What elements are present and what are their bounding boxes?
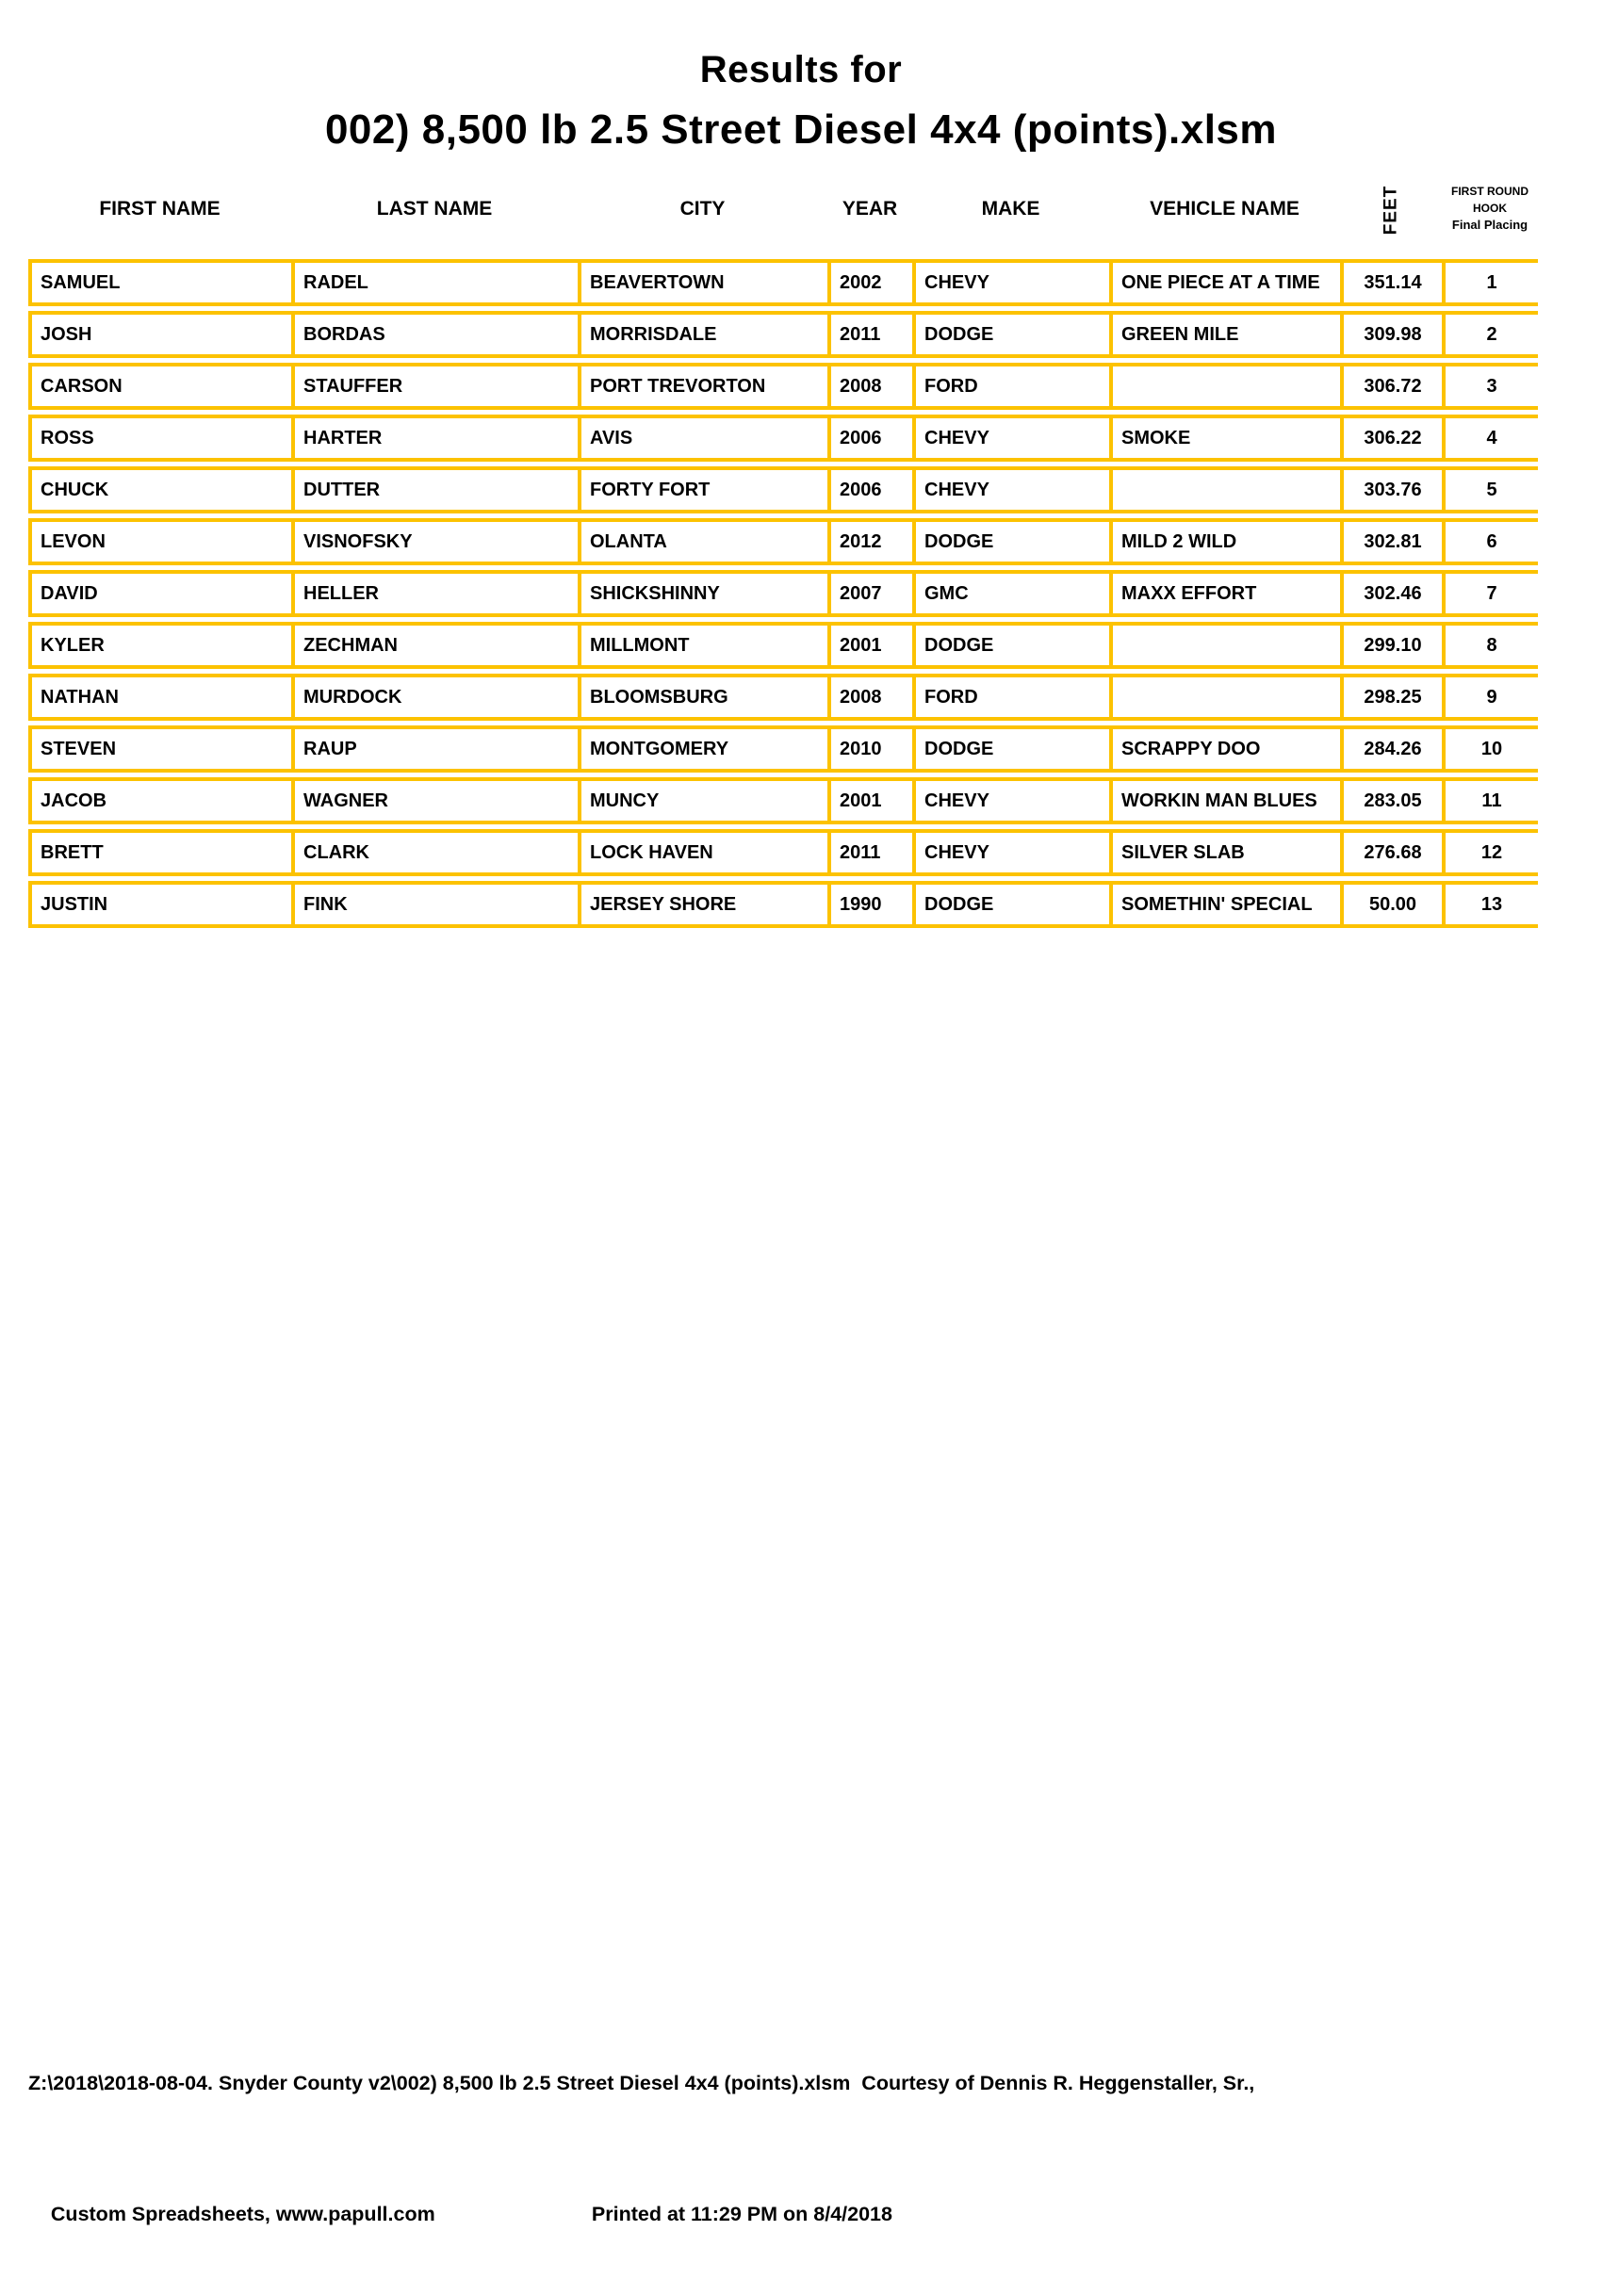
cell-final-placing: 12 <box>1442 829 1538 876</box>
header-feet <box>1340 164 1442 254</box>
cell-feet: 351.14 <box>1340 259 1442 306</box>
cell-feet: 306.22 <box>1340 415 1442 462</box>
cell-feet: 50.00 <box>1340 881 1442 928</box>
cell-last-name: HARTER <box>291 415 578 462</box>
cell-year: 2001 <box>827 622 912 669</box>
page-footer <box>28 2001 1574 2296</box>
cell-vehicle-name <box>1109 466 1340 513</box>
table-row <box>28 466 1538 513</box>
cell-year: 2012 <box>827 518 912 565</box>
cell-city: MORRISDALE <box>578 311 827 358</box>
results-table-body <box>28 259 1538 928</box>
cell-first-name: LEVON <box>28 518 291 565</box>
cell-first-name: JACOB <box>28 777 291 824</box>
table-row <box>28 674 1538 721</box>
table-row <box>28 881 1538 928</box>
cell-first-name: ROSS <box>28 415 291 462</box>
cell-year: 2006 <box>827 415 912 462</box>
cell-make: CHEVY <box>912 829 1109 876</box>
page-subtitle-filename: 002) 8,500 lb 2.5 Street Diesel 4x4 (points).xlsm <box>324 106 1278 153</box>
cell-first-name: CHUCK <box>28 466 291 513</box>
cell-last-name: DUTTER <box>291 466 578 513</box>
cell-last-name: BORDAS <box>291 311 578 358</box>
header-last-name: LAST NAME <box>376 198 493 220</box>
cell-make: DODGE <box>912 881 1109 928</box>
table-row <box>28 518 1538 565</box>
cell-vehicle-name: GREEN MILE <box>1109 311 1340 358</box>
table-row <box>28 829 1538 876</box>
table-row <box>28 570 1538 617</box>
cell-make: CHEVY <box>912 415 1109 462</box>
cell-final-placing: 3 <box>1442 363 1538 410</box>
cell-final-placing: 13 <box>1442 881 1538 928</box>
cell-feet: 283.05 <box>1340 777 1442 824</box>
header-hook-line1: FIRST ROUND <box>1451 185 1528 199</box>
header-hook-line2: HOOK <box>1473 201 1507 215</box>
cell-city: PORT TREVORTON <box>578 363 827 410</box>
cell-vehicle-name: ONE PIECE AT A TIME <box>1109 259 1340 306</box>
cell-last-name: MURDOCK <box>291 674 578 721</box>
cell-feet: 284.26 <box>1340 725 1442 773</box>
cell-first-name: JUSTIN <box>28 881 291 928</box>
cell-make: GMC <box>912 570 1109 617</box>
cell-last-name: ZECHMAN <box>291 622 578 669</box>
cell-vehicle-name: MAXX EFFORT <box>1109 570 1340 617</box>
footer-credits-line <box>28 2165 1574 2263</box>
cell-last-name: RADEL <box>291 259 578 306</box>
footer-credits-left: Custom Spreadsheets, www.papull.com <box>50 2202 435 2225</box>
cell-city: BLOOMSBURG <box>578 674 827 721</box>
cell-final-placing: 4 <box>1442 415 1538 462</box>
cell-first-name: DAVID <box>28 570 291 617</box>
results-table <box>28 159 1538 933</box>
cell-year: 2011 <box>827 829 912 876</box>
cell-final-placing: 5 <box>1442 466 1538 513</box>
cell-make: CHEVY <box>912 259 1109 306</box>
cell-make: FORD <box>912 363 1109 410</box>
table-row <box>28 622 1538 669</box>
cell-feet: 303.76 <box>1340 466 1442 513</box>
cell-last-name: STAUFFER <box>291 363 578 410</box>
cell-vehicle-name: SCRAPPY DOO <box>1109 725 1340 773</box>
cell-make: CHEVY <box>912 777 1109 824</box>
cell-first-name: SAMUEL <box>28 259 291 306</box>
cell-vehicle-name <box>1109 363 1340 410</box>
cell-city: FORTY FORT <box>578 466 827 513</box>
table-row <box>28 363 1538 410</box>
cell-vehicle-name <box>1109 622 1340 669</box>
header-feet-label: FEET <box>1381 185 1400 236</box>
table-row <box>28 311 1538 358</box>
cell-vehicle-name: WORKIN MAN BLUES <box>1109 777 1340 824</box>
cell-final-placing: 11 <box>1442 777 1538 824</box>
cell-feet: 298.25 <box>1340 674 1442 721</box>
cell-vehicle-name: MILD 2 WILD <box>1109 518 1340 565</box>
cell-final-placing: 8 <box>1442 622 1538 669</box>
cell-final-placing: 2 <box>1442 311 1538 358</box>
cell-year: 1990 <box>827 881 912 928</box>
cell-last-name: HELLER <box>291 570 578 617</box>
cell-last-name: CLARK <box>291 829 578 876</box>
cell-year: 2006 <box>827 466 912 513</box>
cell-city: BEAVERTOWN <box>578 259 827 306</box>
header-first-name: FIRST NAME <box>99 198 221 220</box>
cell-first-name: CARSON <box>28 363 291 410</box>
header-year: YEAR <box>842 198 898 220</box>
cell-year: 2007 <box>827 570 912 617</box>
header-first-round-hook <box>1442 164 1538 254</box>
cell-year: 2008 <box>827 363 912 410</box>
cell-make: FORD <box>912 674 1109 721</box>
cell-year: 2002 <box>827 259 912 306</box>
cell-vehicle-name: SOMETHIN' SPECIAL <box>1109 881 1340 928</box>
cell-feet: 306.72 <box>1340 363 1442 410</box>
cell-year: 2008 <box>827 674 912 721</box>
cell-feet: 309.98 <box>1340 311 1442 358</box>
cell-make: DODGE <box>912 622 1109 669</box>
cell-vehicle-name: SILVER SLAB <box>1109 829 1340 876</box>
cell-make: DODGE <box>912 725 1109 773</box>
cell-first-name: JOSH <box>28 311 291 358</box>
cell-first-name: STEVEN <box>28 725 291 773</box>
footer-path-line: Z:\2018\2018-08-04. Snyder County v2\002) 8,500 lb 2.5 Street Diesel 4x4 (points).xlsm Courtesy of Dennis R. Heggenstaller, Sr., <box>28 2071 1255 2094</box>
header-make: MAKE <box>981 198 1040 220</box>
page-title: Results for <box>699 49 903 90</box>
header-city: CITY <box>679 198 726 220</box>
table-row <box>28 415 1538 462</box>
cell-feet: 302.81 <box>1340 518 1442 565</box>
cell-city: JERSEY SHORE <box>578 881 827 928</box>
cell-city: LOCK HAVEN <box>578 829 827 876</box>
cell-feet: 276.68 <box>1340 829 1442 876</box>
cell-vehicle-name: SMOKE <box>1109 415 1340 462</box>
cell-final-placing: 9 <box>1442 674 1538 721</box>
cell-year: 2010 <box>827 725 912 773</box>
header-final-placing: Final Placing <box>1451 217 1528 232</box>
cell-city: SHICKSHINNY <box>578 570 827 617</box>
cell-city: MONTGOMERY <box>578 725 827 773</box>
cell-feet: 302.46 <box>1340 570 1442 617</box>
cell-final-placing: 10 <box>1442 725 1538 773</box>
cell-first-name: BRETT <box>28 829 291 876</box>
cell-make: DODGE <box>912 311 1109 358</box>
table-row <box>28 259 1538 306</box>
table-row <box>28 725 1538 773</box>
cell-last-name: WAGNER <box>291 777 578 824</box>
cell-city: OLANTA <box>578 518 827 565</box>
cell-city: MUNCY <box>578 777 827 824</box>
cell-vehicle-name <box>1109 674 1340 721</box>
table-row <box>28 777 1538 824</box>
cell-year: 2011 <box>827 311 912 358</box>
cell-make: CHEVY <box>912 466 1109 513</box>
cell-last-name: RAUP <box>291 725 578 773</box>
cell-first-name: KYLER <box>28 622 291 669</box>
cell-year: 2001 <box>827 777 912 824</box>
cell-feet: 299.10 <box>1340 622 1442 669</box>
cell-first-name: NATHAN <box>28 674 291 721</box>
cell-final-placing: 1 <box>1442 259 1538 306</box>
cell-final-placing: 6 <box>1442 518 1538 565</box>
cell-final-placing: 7 <box>1442 570 1538 617</box>
header-vehicle-name: VEHICLE NAME <box>1150 198 1300 220</box>
header-row <box>28 164 1538 254</box>
cell-city: MILLMONT <box>578 622 827 669</box>
footer-printed-at: Printed at 11:29 PM on 8/4/2018 <box>591 2202 892 2225</box>
cell-make: DODGE <box>912 518 1109 565</box>
cell-city: AVIS <box>578 415 827 462</box>
cell-last-name: VISNOFSKY <box>291 518 578 565</box>
cell-last-name: FINK <box>291 881 578 928</box>
